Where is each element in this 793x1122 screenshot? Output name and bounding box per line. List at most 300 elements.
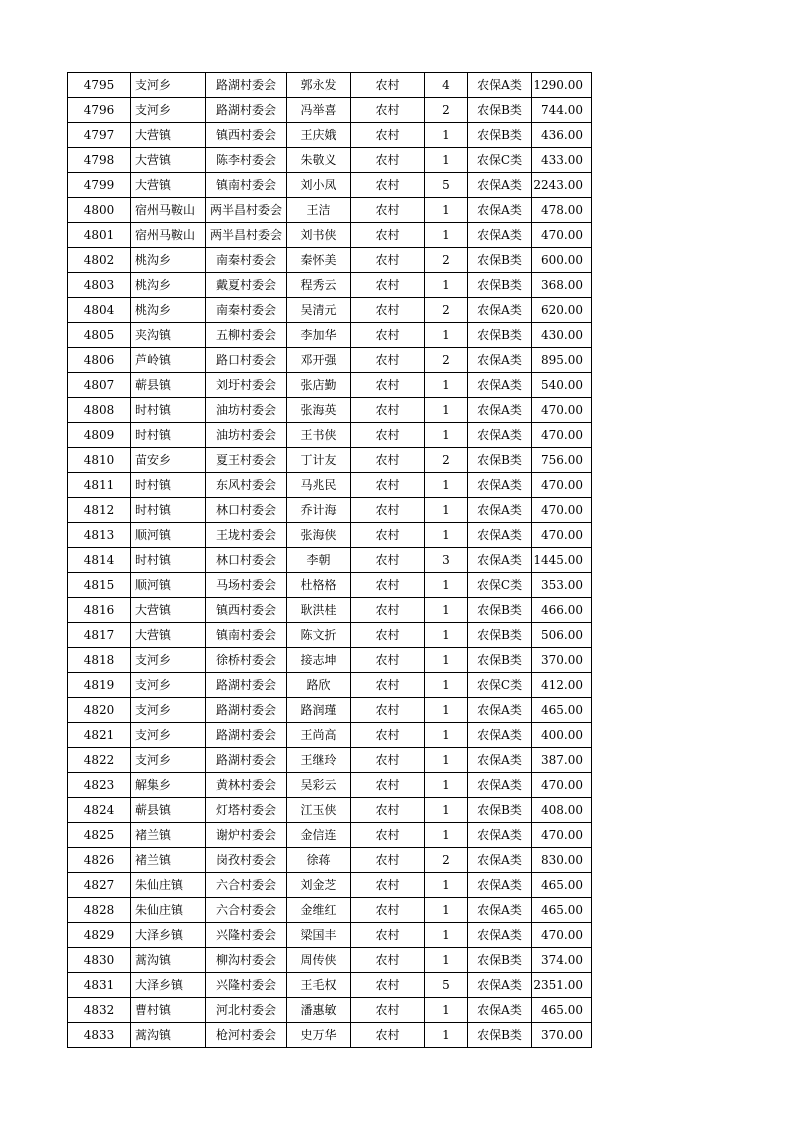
table-row: [68, 848, 592, 873]
member-count-cell: 1: [425, 998, 468, 1023]
table-row: [68, 673, 592, 698]
row-id-cell: 4826: [68, 848, 131, 873]
amount-cell: 412.00: [532, 673, 592, 698]
insurance-category-cell: 农保A类: [468, 198, 532, 223]
name-cell: 朱敬义: [287, 148, 351, 173]
household-type-cell: 农村: [351, 698, 425, 723]
insurance-category-cell: 农保C类: [468, 573, 532, 598]
insurance-category-cell: 农保A类: [468, 848, 532, 873]
town-cell: 大营镇: [131, 148, 206, 173]
amount-cell: 2351.00: [532, 973, 592, 998]
household-type-cell: 农村: [351, 923, 425, 948]
row-id-cell: 4824: [68, 798, 131, 823]
member-count-cell: 1: [425, 323, 468, 348]
table-row: [68, 773, 592, 798]
insurance-category-cell: 农保B类: [468, 648, 532, 673]
village-cell: 林口村委会: [206, 498, 287, 523]
household-type-cell: 农村: [351, 298, 425, 323]
amount-cell: 1445.00: [532, 548, 592, 573]
town-cell: 支河乡: [131, 648, 206, 673]
town-cell: 支河乡: [131, 98, 206, 123]
household-type-cell: 农村: [351, 948, 425, 973]
insurance-category-cell: 农保A类: [468, 698, 532, 723]
insurance-category-cell: 农保A类: [468, 998, 532, 1023]
name-cell: 梁国丰: [287, 923, 351, 948]
town-cell: 大泽乡镇: [131, 973, 206, 998]
member-count-cell: 1: [425, 698, 468, 723]
row-id-cell: 4819: [68, 673, 131, 698]
household-type-cell: 农村: [351, 423, 425, 448]
village-cell: 黄林村委会: [206, 773, 287, 798]
member-count-cell: 4: [425, 73, 468, 98]
member-count-cell: 5: [425, 173, 468, 198]
row-id-cell: 4822: [68, 748, 131, 773]
household-type-cell: 农村: [351, 123, 425, 148]
village-cell: 陈李村委会: [206, 148, 287, 173]
member-count-cell: 1: [425, 798, 468, 823]
village-cell: 两半昌村委会: [206, 198, 287, 223]
village-cell: 路湖村委会: [206, 73, 287, 98]
insurance-category-cell: 农保B类: [468, 623, 532, 648]
village-cell: 镇南村委会: [206, 623, 287, 648]
name-cell: 冯举喜: [287, 98, 351, 123]
household-type-cell: 农村: [351, 873, 425, 898]
household-type-cell: 农村: [351, 673, 425, 698]
household-type-cell: 农村: [351, 473, 425, 498]
row-id-cell: 4829: [68, 923, 131, 948]
table-row: [68, 348, 592, 373]
row-id-cell: 4828: [68, 898, 131, 923]
household-type-cell: 农村: [351, 223, 425, 248]
amount-cell: 830.00: [532, 848, 592, 873]
table-row: [68, 998, 592, 1023]
amount-cell: 387.00: [532, 748, 592, 773]
name-cell: 杜格格: [287, 573, 351, 598]
town-cell: 宿州马鞍山: [131, 223, 206, 248]
row-id-cell: 4813: [68, 523, 131, 548]
name-cell: 刘金芝: [287, 873, 351, 898]
member-count-cell: 3: [425, 548, 468, 573]
row-id-cell: 4811: [68, 473, 131, 498]
name-cell: 史万华: [287, 1023, 351, 1048]
village-cell: 路湖村委会: [206, 698, 287, 723]
town-cell: 时村镇: [131, 548, 206, 573]
village-cell: 油坊村委会: [206, 423, 287, 448]
village-cell: 戴夏村委会: [206, 273, 287, 298]
row-id-cell: 4810: [68, 448, 131, 473]
village-cell: 徐桥村委会: [206, 648, 287, 673]
household-type-cell: 农村: [351, 173, 425, 198]
member-count-cell: 2: [425, 348, 468, 373]
insurance-category-cell: 农保B类: [468, 323, 532, 348]
row-id-cell: 4814: [68, 548, 131, 573]
table-row: [68, 798, 592, 823]
amount-cell: 433.00: [532, 148, 592, 173]
name-cell: 王书侠: [287, 423, 351, 448]
member-count-cell: 1: [425, 273, 468, 298]
row-id-cell: 4821: [68, 723, 131, 748]
amount-cell: 470.00: [532, 523, 592, 548]
amount-cell: 370.00: [532, 648, 592, 673]
name-cell: 李加华: [287, 323, 351, 348]
village-cell: 镇南村委会: [206, 173, 287, 198]
amount-cell: 620.00: [532, 298, 592, 323]
name-cell: 陈文折: [287, 623, 351, 648]
village-cell: 两半昌村委会: [206, 223, 287, 248]
amount-cell: 466.00: [532, 598, 592, 623]
household-type-cell: 农村: [351, 623, 425, 648]
member-count-cell: 2: [425, 848, 468, 873]
member-count-cell: 1: [425, 498, 468, 523]
village-cell: 王垅村委会: [206, 523, 287, 548]
village-cell: 南秦村委会: [206, 298, 287, 323]
amount-cell: 2243.00: [532, 173, 592, 198]
town-cell: 大营镇: [131, 598, 206, 623]
table-row: [68, 548, 592, 573]
amount-cell: 470.00: [532, 498, 592, 523]
town-cell: 芦岭镇: [131, 348, 206, 373]
village-cell: 刘圩村委会: [206, 373, 287, 398]
table-row: [68, 598, 592, 623]
town-cell: 褚兰镇: [131, 823, 206, 848]
table-row: [68, 148, 592, 173]
household-type-cell: 农村: [351, 973, 425, 998]
member-count-cell: 1: [425, 898, 468, 923]
insurance-category-cell: 农保B类: [468, 248, 532, 273]
insurance-category-cell: 农保A类: [468, 498, 532, 523]
subsidy-table: [67, 72, 592, 1048]
name-cell: 程秀云: [287, 273, 351, 298]
insurance-category-cell: 农保A类: [468, 423, 532, 448]
insurance-category-cell: 农保B类: [468, 948, 532, 973]
name-cell: 吴彩云: [287, 773, 351, 798]
name-cell: 乔计海: [287, 498, 351, 523]
table-row: [68, 923, 592, 948]
insurance-category-cell: 农保A类: [468, 823, 532, 848]
insurance-category-cell: 农保B类: [468, 123, 532, 148]
row-id-cell: 4815: [68, 573, 131, 598]
name-cell: 丁计友: [287, 448, 351, 473]
household-type-cell: 农村: [351, 998, 425, 1023]
table-body: [68, 73, 592, 1048]
table-row: [68, 823, 592, 848]
table-row: [68, 973, 592, 998]
table-row: [68, 248, 592, 273]
table-row: [68, 98, 592, 123]
member-count-cell: 1: [425, 123, 468, 148]
row-id-cell: 4803: [68, 273, 131, 298]
amount-cell: 465.00: [532, 698, 592, 723]
household-type-cell: 农村: [351, 73, 425, 98]
household-type-cell: 农村: [351, 1023, 425, 1048]
name-cell: 王洁: [287, 198, 351, 223]
table-row: [68, 273, 592, 298]
village-cell: 东风村委会: [206, 473, 287, 498]
town-cell: 宿州马鞍山: [131, 198, 206, 223]
name-cell: 马兆民: [287, 473, 351, 498]
household-type-cell: 农村: [351, 573, 425, 598]
insurance-category-cell: 农保A类: [468, 223, 532, 248]
member-count-cell: 1: [425, 748, 468, 773]
insurance-category-cell: 农保A类: [468, 973, 532, 998]
member-count-cell: 1: [425, 923, 468, 948]
row-id-cell: 4830: [68, 948, 131, 973]
amount-cell: 600.00: [532, 248, 592, 273]
household-type-cell: 农村: [351, 598, 425, 623]
row-id-cell: 4807: [68, 373, 131, 398]
member-count-cell: 1: [425, 648, 468, 673]
row-id-cell: 4827: [68, 873, 131, 898]
name-cell: 路欣: [287, 673, 351, 698]
insurance-category-cell: 农保A类: [468, 873, 532, 898]
household-type-cell: 农村: [351, 498, 425, 523]
town-cell: 时村镇: [131, 398, 206, 423]
household-type-cell: 农村: [351, 848, 425, 873]
member-count-cell: 1: [425, 398, 468, 423]
table-row: [68, 948, 592, 973]
table-row: [68, 198, 592, 223]
table-row: [68, 298, 592, 323]
table-row: [68, 523, 592, 548]
name-cell: 刘书侠: [287, 223, 351, 248]
row-id-cell: 4796: [68, 98, 131, 123]
household-type-cell: 农村: [351, 98, 425, 123]
row-id-cell: 4804: [68, 298, 131, 323]
town-cell: 支河乡: [131, 73, 206, 98]
town-cell: 桃沟乡: [131, 298, 206, 323]
row-id-cell: 4823: [68, 773, 131, 798]
insurance-category-cell: 农保B类: [468, 598, 532, 623]
town-cell: 曹村镇: [131, 998, 206, 1023]
household-type-cell: 农村: [351, 198, 425, 223]
insurance-category-cell: 农保C类: [468, 673, 532, 698]
household-type-cell: 农村: [351, 898, 425, 923]
table-row: [68, 873, 592, 898]
town-cell: 朱仙庄镇: [131, 898, 206, 923]
table-row: [68, 173, 592, 198]
row-id-cell: 4808: [68, 398, 131, 423]
member-count-cell: 1: [425, 873, 468, 898]
insurance-category-cell: 农保A类: [468, 773, 532, 798]
name-cell: 郭永发: [287, 73, 351, 98]
insurance-category-cell: 农保A类: [468, 373, 532, 398]
village-cell: 镇西村委会: [206, 598, 287, 623]
village-cell: 灯塔村委会: [206, 798, 287, 823]
name-cell: 王继玲: [287, 748, 351, 773]
village-cell: 柳沟村委会: [206, 948, 287, 973]
amount-cell: 436.00: [532, 123, 592, 148]
household-type-cell: 农村: [351, 648, 425, 673]
member-count-cell: 1: [425, 223, 468, 248]
household-type-cell: 农村: [351, 548, 425, 573]
table-row: [68, 223, 592, 248]
village-cell: 六合村委会: [206, 873, 287, 898]
row-id-cell: 4806: [68, 348, 131, 373]
insurance-category-cell: 农保A类: [468, 348, 532, 373]
amount-cell: 470.00: [532, 773, 592, 798]
amount-cell: 430.00: [532, 323, 592, 348]
amount-cell: 470.00: [532, 423, 592, 448]
amount-cell: 895.00: [532, 348, 592, 373]
amount-cell: 1290.00: [532, 73, 592, 98]
table-row: [68, 498, 592, 523]
name-cell: 金信连: [287, 823, 351, 848]
town-cell: 支河乡: [131, 698, 206, 723]
name-cell: 王庆娥: [287, 123, 351, 148]
insurance-category-cell: 农保A类: [468, 748, 532, 773]
amount-cell: 368.00: [532, 273, 592, 298]
village-cell: 兴隆村委会: [206, 973, 287, 998]
village-cell: 六合村委会: [206, 898, 287, 923]
household-type-cell: 农村: [351, 348, 425, 373]
table-row: [68, 323, 592, 348]
town-cell: 桃沟乡: [131, 273, 206, 298]
amount-cell: 408.00: [532, 798, 592, 823]
table-row: [68, 898, 592, 923]
name-cell: 路润瑾: [287, 698, 351, 723]
name-cell: 张海侠: [287, 523, 351, 548]
member-count-cell: 1: [425, 598, 468, 623]
member-count-cell: 1: [425, 148, 468, 173]
town-cell: 蒿沟镇: [131, 1023, 206, 1048]
town-cell: 苗安乡: [131, 448, 206, 473]
row-id-cell: 4820: [68, 698, 131, 723]
member-count-cell: 1: [425, 948, 468, 973]
row-id-cell: 4818: [68, 648, 131, 673]
village-cell: 马场村委会: [206, 573, 287, 598]
town-cell: 大泽乡镇: [131, 923, 206, 948]
household-type-cell: 农村: [351, 273, 425, 298]
household-type-cell: 农村: [351, 323, 425, 348]
table-row: [68, 423, 592, 448]
amount-cell: 465.00: [532, 998, 592, 1023]
amount-cell: 470.00: [532, 923, 592, 948]
member-count-cell: 1: [425, 198, 468, 223]
household-type-cell: 农村: [351, 148, 425, 173]
town-cell: 顺河镇: [131, 523, 206, 548]
amount-cell: 370.00: [532, 1023, 592, 1048]
member-count-cell: 1: [425, 723, 468, 748]
amount-cell: 478.00: [532, 198, 592, 223]
table-row: [68, 623, 592, 648]
town-cell: 时村镇: [131, 423, 206, 448]
town-cell: 顺河镇: [131, 573, 206, 598]
row-id-cell: 4799: [68, 173, 131, 198]
table-row: [68, 123, 592, 148]
town-cell: 大营镇: [131, 123, 206, 148]
amount-cell: 465.00: [532, 898, 592, 923]
village-cell: 岗孜村委会: [206, 848, 287, 873]
household-type-cell: 农村: [351, 248, 425, 273]
member-count-cell: 2: [425, 298, 468, 323]
town-cell: 蕲县镇: [131, 373, 206, 398]
name-cell: 张店勤: [287, 373, 351, 398]
village-cell: 路湖村委会: [206, 748, 287, 773]
town-cell: 时村镇: [131, 498, 206, 523]
amount-cell: 506.00: [532, 623, 592, 648]
member-count-cell: 2: [425, 248, 468, 273]
household-type-cell: 农村: [351, 723, 425, 748]
village-cell: 油坊村委会: [206, 398, 287, 423]
amount-cell: 540.00: [532, 373, 592, 398]
household-type-cell: 农村: [351, 373, 425, 398]
name-cell: 李朝: [287, 548, 351, 573]
row-id-cell: 4801: [68, 223, 131, 248]
name-cell: 周传侠: [287, 948, 351, 973]
town-cell: 蒿沟镇: [131, 948, 206, 973]
household-type-cell: 农村: [351, 773, 425, 798]
town-cell: 蕲县镇: [131, 798, 206, 823]
member-count-cell: 5: [425, 973, 468, 998]
member-count-cell: 1: [425, 1023, 468, 1048]
name-cell: 耿洪桂: [287, 598, 351, 623]
amount-cell: 470.00: [532, 223, 592, 248]
village-cell: 河北村委会: [206, 998, 287, 1023]
village-cell: 五柳村委会: [206, 323, 287, 348]
village-cell: 南秦村委会: [206, 248, 287, 273]
table-row: [68, 573, 592, 598]
table-row: [68, 398, 592, 423]
town-cell: 夹沟镇: [131, 323, 206, 348]
household-type-cell: 农村: [351, 448, 425, 473]
table-row: [68, 648, 592, 673]
village-cell: 镇西村委会: [206, 123, 287, 148]
insurance-category-cell: 农保B类: [468, 1023, 532, 1048]
table-row: [68, 73, 592, 98]
row-id-cell: 4817: [68, 623, 131, 648]
table-row: [68, 748, 592, 773]
member-count-cell: 1: [425, 623, 468, 648]
row-id-cell: 4833: [68, 1023, 131, 1048]
member-count-cell: 1: [425, 523, 468, 548]
table-row: [68, 473, 592, 498]
town-cell: 支河乡: [131, 748, 206, 773]
name-cell: 秦怀美: [287, 248, 351, 273]
name-cell: 王毛权: [287, 973, 351, 998]
town-cell: 支河乡: [131, 673, 206, 698]
household-type-cell: 农村: [351, 398, 425, 423]
insurance-category-cell: 农保B类: [468, 273, 532, 298]
village-cell: 路口村委会: [206, 348, 287, 373]
amount-cell: 470.00: [532, 398, 592, 423]
village-cell: 夏王村委会: [206, 448, 287, 473]
insurance-category-cell: 农保A类: [468, 523, 532, 548]
town-cell: 时村镇: [131, 473, 206, 498]
amount-cell: 374.00: [532, 948, 592, 973]
insurance-category-cell: 农保C类: [468, 148, 532, 173]
member-count-cell: 1: [425, 573, 468, 598]
village-cell: 林口村委会: [206, 548, 287, 573]
amount-cell: 470.00: [532, 823, 592, 848]
town-cell: 褚兰镇: [131, 848, 206, 873]
row-id-cell: 4798: [68, 148, 131, 173]
member-count-cell: 1: [425, 823, 468, 848]
row-id-cell: 4825: [68, 823, 131, 848]
village-cell: 兴隆村委会: [206, 923, 287, 948]
name-cell: 邓开强: [287, 348, 351, 373]
table-row: [68, 448, 592, 473]
member-count-cell: 2: [425, 448, 468, 473]
row-id-cell: 4812: [68, 498, 131, 523]
row-id-cell: 4795: [68, 73, 131, 98]
insurance-category-cell: 农保A类: [468, 723, 532, 748]
insurance-category-cell: 农保B类: [468, 798, 532, 823]
amount-cell: 470.00: [532, 473, 592, 498]
name-cell: 潘惠敏: [287, 998, 351, 1023]
insurance-category-cell: 农保A类: [468, 398, 532, 423]
name-cell: 刘小凤: [287, 173, 351, 198]
amount-cell: 744.00: [532, 98, 592, 123]
